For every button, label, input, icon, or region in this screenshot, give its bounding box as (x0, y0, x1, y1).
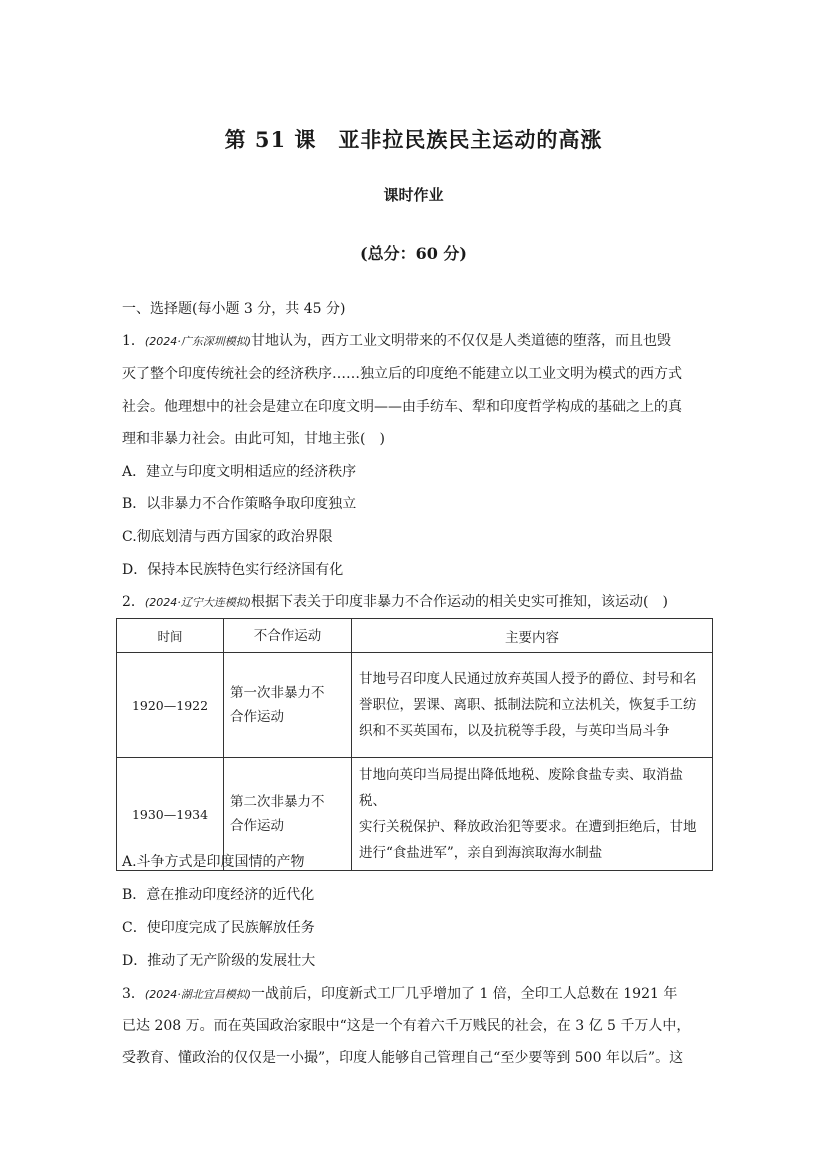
q3-stem-1: 一战前后，印度新式工厂几乎增加了 1 倍，全印工人总数在 1921 年 (251, 986, 678, 1002)
table-header-row (117, 619, 713, 653)
q2-option-c: C．使印度完成了民族解放任务 (122, 920, 315, 936)
total-score: (总分：60 分) (360, 244, 467, 263)
row2-movement-line-2: 合作运动 (230, 818, 284, 834)
q1-option-d: D．保持本民族特色实行经济国有化 (122, 562, 344, 578)
page-title: 第 51 课 亚非拉民族民主运动的高涨 (224, 127, 603, 152)
q1-option-a: A．建立与印度文明相适应的经济秩序 (122, 464, 357, 480)
history-table (116, 618, 713, 871)
row1-movement-line-1: 第一次非暴力不 (230, 685, 325, 701)
row1-content (352, 653, 713, 758)
table-row (117, 653, 713, 758)
table-header-content: 主要内容 (352, 619, 713, 653)
q2-option-b: B．意在推动印度经济的近代化 (122, 887, 315, 903)
row1-movement (224, 653, 352, 758)
row2-content-line-1: 甘地向英印当局提出降低地税、废除食盐专卖、取消盐税、 (359, 767, 683, 809)
row1-content-line-2: 誉职位，罢课、离职、抵制法院和立法机关，恢复手工纺 (359, 697, 697, 713)
q2-stem: 根据下表关于印度非暴力不合作运动的相关史实可推知，该运动( ) (251, 594, 668, 610)
q1-option-b: B．以非暴力不合作策略争取印度独立 (122, 496, 357, 512)
q1-stem-3: 社会。他理想中的社会是建立在印度文明——由手纺车、犁和印度哲学构成的基础之上的真 (122, 399, 682, 415)
q1-number: 1． (122, 333, 145, 349)
q3-stem-3: 受教育、懂政治的仅仅是一小撮”，印度人能够自己管理自己“至少要等到 500 年以后”。这 (122, 1050, 684, 1066)
row2-time: 1930—1934 (117, 758, 224, 871)
q2-option-a: A.斗争方式是印度国情的产物 (122, 854, 305, 870)
q1-stem-1: 甘地认为，西方工业文明带来的不仅仅是人类道德的堕落，而且也毁 (251, 333, 671, 349)
row1-content-line-1: 甘地号召印度人民通过放弃英国人授予的爵位、封号和名 (359, 671, 697, 687)
q3-stem-2: 已达 208 万。而在英国政治家眼中“这是一个有着六千万贱民的社会，在 3 亿 5 千万人中， (122, 1018, 691, 1034)
q1-line-1 (122, 331, 722, 352)
q3-line-1 (122, 984, 722, 1005)
q3-source: (2024·湖北宜昌模拟) (144, 988, 251, 1001)
row1-content-line-3: 织和不买英国布，以及抗税等手段，与英印当局斗争 (359, 723, 670, 739)
page-subtitle: 课时作业 (383, 186, 444, 204)
q1-stem-4: 理和非暴力社会。由此可知，甘地主张( ) (122, 431, 385, 447)
q1-source: (2024·广东深圳模拟) (144, 335, 251, 348)
q2-option-d: D．推动了无产阶级的发展壮大 (122, 953, 316, 969)
q3-number: 3． (122, 986, 145, 1002)
q2-line-1 (122, 592, 722, 613)
row1-time: 1920—1922 (117, 653, 224, 758)
row2-content-line-2: 实行关税保护、释放政治犯等要求。在遭到拒绝后，甘地 (359, 819, 697, 835)
q1-stem-2: 灭了整个印度传统社会的经济秩序……独立后的印度绝不能建立以工业文明为模式的西方式 (122, 366, 682, 382)
row2-movement-line-1: 第二次非暴力不 (230, 794, 325, 810)
table-header-time: 时间 (117, 619, 224, 653)
section-header: 一、选择题(每小题 3 分，共 45 分) (122, 301, 346, 317)
row2-content-line-3: 进行“食盐进军”，亲自到海滨取海水制盐 (359, 845, 603, 861)
q2-number: 2． (122, 594, 145, 610)
table-header-movement: 不合作运动 (224, 619, 352, 653)
q1-option-c: C.彻底划清与西方国家的政治界限 (122, 529, 333, 545)
q2-source: (2024·辽宁大连模拟) (144, 596, 251, 609)
row1-movement-line-2: 合作运动 (230, 709, 284, 725)
